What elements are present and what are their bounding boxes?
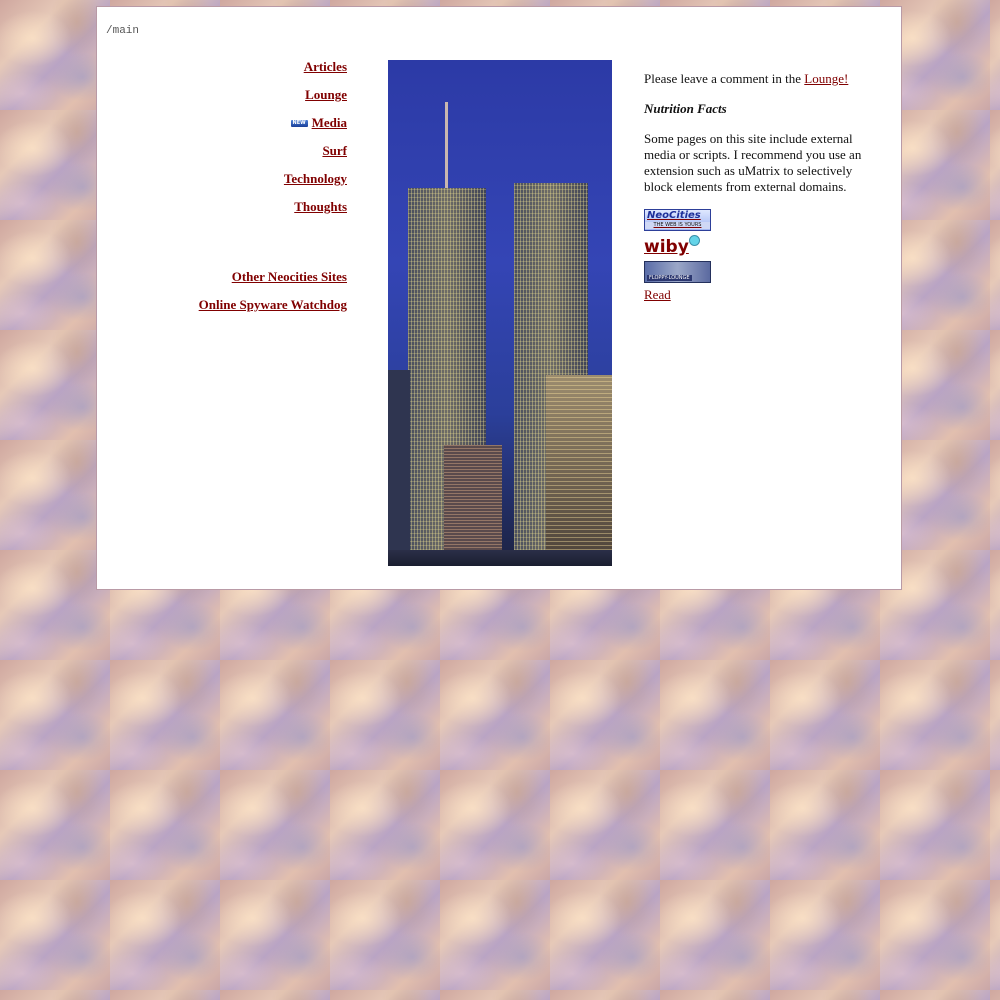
nav-menu: [199, 59, 347, 325]
external-media-notice: Some pages on this site include external media or scripts. I recommend you use an extension such as uMatrix to selectively block elements from external domains.: [644, 131, 862, 194]
lounge-link[interactable]: Lounge!: [804, 71, 849, 86]
building-shape: [388, 370, 410, 566]
nav-link-online-spyware-watchdog[interactable]: Online Spyware Watchdog: [198, 297, 347, 312]
nav-link-media[interactable]: [199, 115, 347, 131]
neocities-button[interactable]: [644, 209, 711, 231]
comment-note: [644, 71, 869, 87]
nav-link-other-neocities-sites[interactable]: Other Neocities Sites: [231, 269, 347, 284]
twin-towers-photo: [388, 60, 612, 566]
building-shape: [444, 445, 502, 566]
comment-prefix: Please leave a comment in the: [644, 71, 805, 86]
read-link[interactable]: Read: [644, 287, 671, 302]
nav-link-articles[interactable]: Articles: [303, 59, 347, 74]
nav-link-thoughts[interactable]: Thoughts: [294, 199, 347, 214]
wiby-button-label: wiby: [644, 237, 689, 257]
magnifier-icon: [689, 235, 700, 246]
nav-link-media-label: Media: [311, 115, 347, 130]
nav-spacer: [199, 227, 347, 269]
nav-link-surf[interactable]: Surf: [322, 143, 347, 158]
nav-link-lounge[interactable]: Lounge: [305, 87, 347, 102]
breadcrumb: /main: [106, 25, 140, 37]
nutrition-facts-heading: Nutrition Facts: [644, 101, 727, 116]
new-badge-icon: NEW: [292, 120, 306, 126]
nav-link-technology[interactable]: Technology: [283, 171, 347, 186]
main-panel: [96, 6, 902, 590]
neocities-button-subtitle: THE WEB IS YOURS: [645, 222, 710, 229]
building-shape: [546, 375, 612, 566]
wiby-button[interactable]: [644, 235, 711, 257]
floppy-lounge-button-label: FLOPPY-LOUNGE: [649, 275, 690, 281]
neocities-button-title: NeoCities: [647, 210, 701, 221]
floppy-lounge-button[interactable]: [644, 261, 711, 283]
water-shape: [388, 550, 612, 566]
side-column: [644, 71, 869, 303]
antenna-shape: [445, 102, 448, 188]
